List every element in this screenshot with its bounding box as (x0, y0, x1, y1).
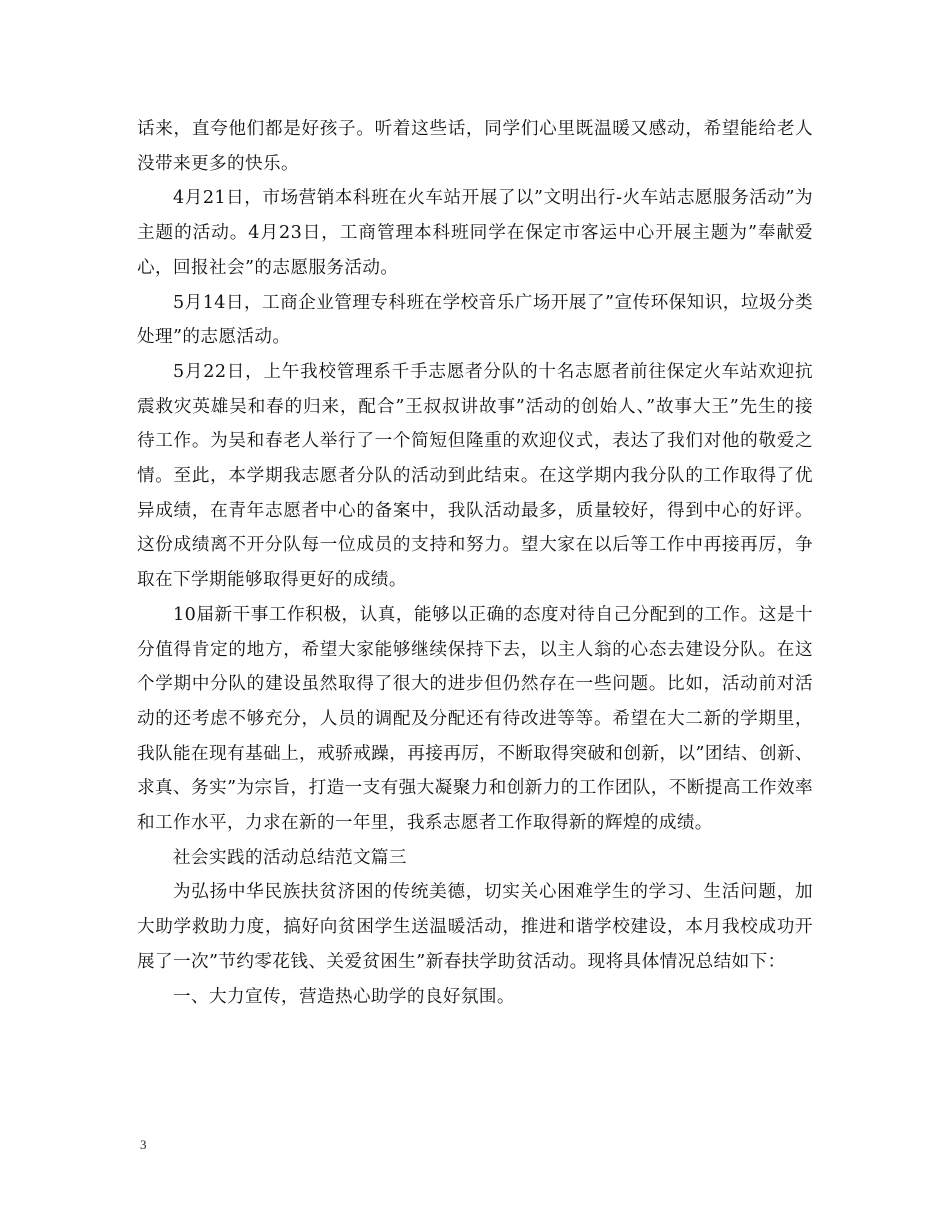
section-heading: 社会实践的活动总结范文篇三 (173, 847, 407, 868)
page-number: 3 (140, 1137, 147, 1152)
paragraph-intro: 为弘扬中华民族扶贫济困的传统美德，切实关心困难学生的学习、生活问题，加大助学救助力度，搞好向贫困学生送温暖活动，推进和谐学校建设，本月我校成功开展了一次”节约零花钱、关爱贫困生”新春扶学助贫活动。现将具体情况总结如下： (137, 882, 813, 972)
document-body (137, 112, 813, 1014)
subheading-publicity: 一、大力宣传，营造热心助学的良好氛围。 (173, 986, 515, 1007)
paragraph-may-22: 5月22日，上午我校管理系千手志愿者分队的十名志愿者前往保定火车站欢迎抗震救灾英雄吴和春的归来，配合”王叔叔讲故事”活动的创始人、”故事大王”先生的接待工作。为吴和春老人举行了一个简短但隆重的欢迎仪式，表达了我们对他的敬爱之情。至此，本学期我志愿者分队的活动到此结束。在这学期内我分队的工作取得了优异成绩，在青年志愿者中心的备案中，我队活动最多，质量较好，得到中心的好评。这份成绩离不开分队每一位成员的支持和努力。望大家在以后等工作中再接再厉，争取在下学期能够取得更好的成绩。 (137, 361, 813, 591)
paragraph-may-14: 5月14日，工商企业管理专科班在学校音乐广场开展了”宣传环保知识，垃圾分类处理”的志愿活动。 (137, 292, 813, 348)
paragraph-april-activities: 4月21日，市场营销本科班在火车站开展了以”文明出行-火车站志愿服务活动”为主题的活动。4月23日，工商管理本科班同学在保定市客运中心开展主题为”奉献爱心，回报社会”的志愿服务活动。 (137, 188, 813, 278)
paragraph-continuation: 话来，直夸他们都是好孩子。听着这些话，同学们心里既温暖又感动，希望能给老人没带来更多的快乐。 (137, 119, 813, 174)
paragraph-new-staff: 10届新干事工作积极，认真，能够以正确的态度对待自己分配到的工作。这是十分值得肯定的地方，希望大家能够继续保持下去，以主人翁的心态去建设分队。在这个学期中分队的建设虽然取得了很大的进步但仍然存在一些问题。比如，活动前对活动的还考虑不够充分，人员的调配及分配还有待改进等等。希望在大二新的学期里，我队能在现有基础上，戒骄戒躁，再接再厉，不断取得突破和创新，以”团结、创新、求真、务实”为宗旨，打造一支有强大凝聚力和创新力的工作团队，不断提高工作效率和工作水平，力求在新的一年里，我系志愿者工作取得新的辉煌的成绩。 (137, 604, 813, 834)
